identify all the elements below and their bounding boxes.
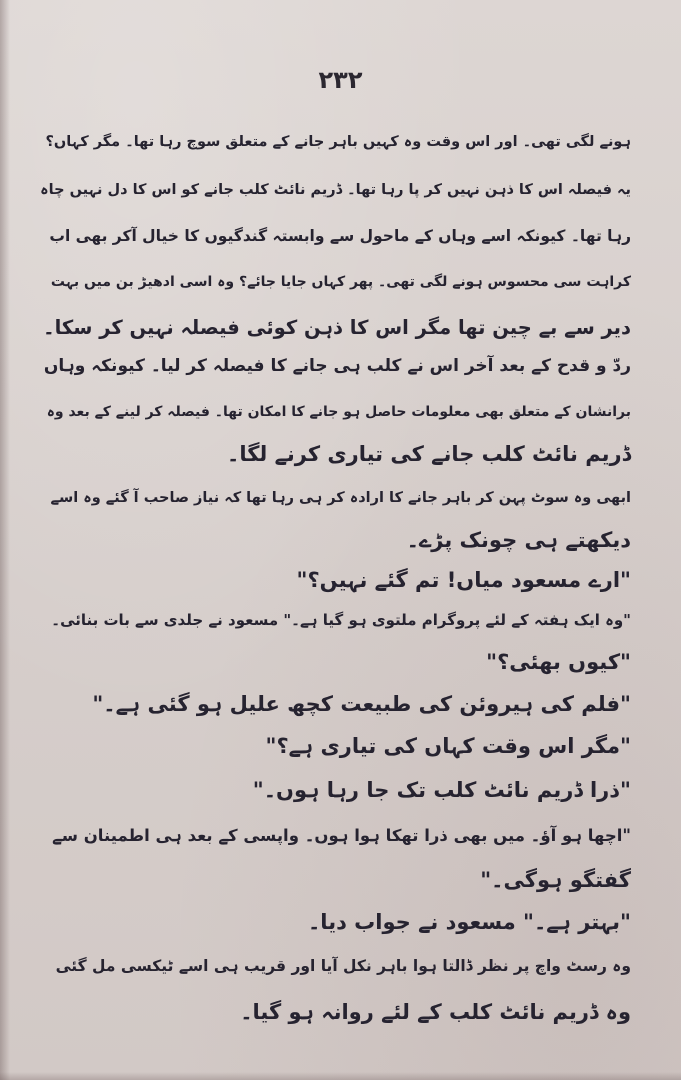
dialogue-line: "فلم کی ہیروئن کی طبیعت کچھ علیل ہو گئی ہے۔" bbox=[92, 692, 631, 716]
text-line: وہ ڈریم نائٹ کلب کے لئے روانہ ہو گیا۔ bbox=[240, 1000, 631, 1024]
dialogue-line: "اچھا ہو آؤ۔ میں بھی ذرا تھکا ہوا ہوں۔ واپسی کے بعد ہی اطمینان سے bbox=[52, 826, 631, 845]
text-line: وہ رسٹ واچ پر نظر ڈالتا ہوا باہر نکل آیا اور قریب ہی اسے ٹیکسی مل گئی bbox=[55, 957, 631, 975]
text-line: رہا تھا۔ کیونکہ اسے وہاں کے ماحول سے وابستہ گندگیوں کا خیال آکر بھی اب bbox=[49, 227, 631, 245]
dialogue-line: "بہتر ہے۔" مسعود نے جواب دیا۔ bbox=[308, 910, 631, 934]
text-line: ردّ و قدح کے بعد آخر اس نے کلب ہی جانے کا فیصلہ کر لیا۔ کیونکہ وہاں bbox=[43, 356, 631, 376]
text-line: دیر سے بے چین تھا مگر اس کا ذہن کوئی فیصلہ نہیں کر سکا۔ bbox=[43, 316, 631, 339]
dialogue-line: "ارے مسعود میاں! تم گئے نہیں؟" bbox=[296, 568, 631, 592]
dialogue-line: "وہ ایک ہفتہ کے لئے پروگرام ملتوی ہو گیا ہے۔" مسعود نے جلدی سے بات بنائی۔ bbox=[51, 611, 631, 629]
dialogue-line: "کیوں بھئی؟" bbox=[486, 650, 631, 674]
dialogue-line: "مگر اس وقت کہاں کی تیاری ہے؟" bbox=[265, 734, 631, 758]
text-line: یہ فیصلہ اس کا ذہن نہیں کر پا رہا تھا۔ ڈریم نائٹ کلب جانے کو اس کا دل نہیں چاہ bbox=[40, 182, 631, 198]
text-line: دیکھتے ہی چونک پڑے۔ bbox=[406, 528, 631, 552]
text-line: برانشان کے متعلق بھی معلومات حاصل ہو جانے کا امکان تھا۔ فیصلہ کر لینے کے بعد وہ bbox=[46, 404, 631, 420]
dialogue-line: گفتگو ہوگی۔" bbox=[480, 868, 631, 892]
dialogue-line: "ذرا ڈریم نائٹ کلب تک جا رہا ہوں۔" bbox=[252, 778, 631, 802]
page-edge-shadow bbox=[0, 0, 10, 1080]
text-line: کراہت سی محسوس ہونے لگی تھی۔ پھر کہاں جایا جائے؟ وہ اسی ادھیڑ بن میں بہت bbox=[50, 274, 631, 290]
text-line: ابھی وہ سوٹ پہن کر باہر جانے کا ارادہ کر ہی رہا تھا کہ نیاز صاحب آ گئے وہ اسے bbox=[50, 490, 631, 506]
page-bottom-shadow bbox=[0, 1072, 681, 1080]
text-line: ہونے لگی تھی۔ اور اس وقت وہ کہیں باہر جانے کے متعلق سوچ رہا تھا۔ مگر کہاں؟ bbox=[45, 134, 631, 150]
text-line: ڈریم نائٹ کلب جانے کی تیاری کرنے لگا۔ bbox=[227, 442, 631, 466]
page-number: ۲۳۲ bbox=[318, 66, 363, 94]
